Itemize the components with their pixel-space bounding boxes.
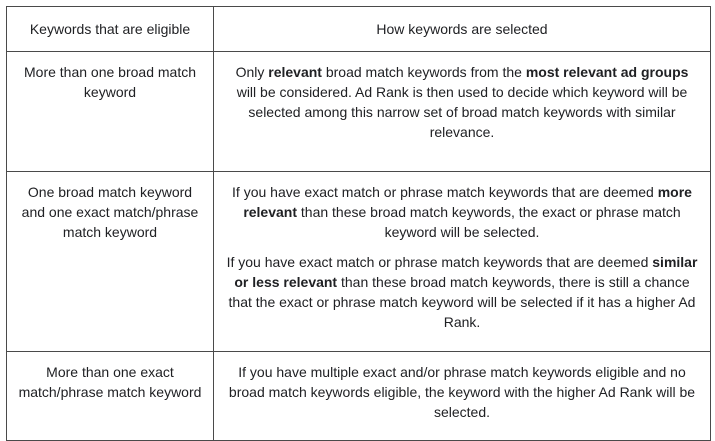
body-text: than these broad match keywords, there is still a chance that the exact or phrase match keyword will be selected if it has a higher Ad Rank. — [228, 274, 696, 330]
selection-paragraph — [224, 62, 700, 142]
table-header-row — [7, 7, 711, 52]
header-keywords-eligible: Keywords that are eligible — [7, 7, 214, 52]
body-text: Only — [235, 64, 269, 80]
selection-paragraph — [224, 362, 700, 422]
header-how-selected: How keywords are selected — [214, 7, 711, 52]
selection-cell — [214, 172, 711, 352]
table-row — [7, 172, 711, 352]
eligible-cell: More than one exact match/phrase match keyword — [7, 352, 214, 441]
eligible-cell: More than one broad match keyword — [7, 52, 214, 172]
body-text: than these broad match keywords, the exact or phrase match keyword will be selected. — [297, 204, 681, 240]
selection-paragraph — [224, 252, 700, 332]
keyword-selection-table-container — [6, 6, 710, 441]
body-text: will be considered. Ad Rank is then used to decide which keyword will be selected among this narrow set of broad match keywords with similar relevance. — [236, 84, 688, 140]
body-text: If you have exact match or phrase match keywords that are deemed — [226, 254, 653, 270]
emphasis-text: more relevant — [243, 184, 692, 220]
emphasis-text: similar or less relevant — [234, 254, 698, 290]
selection-cell — [214, 352, 711, 441]
body-text: broad match keywords from the — [321, 64, 526, 80]
eligible-cell: One broad match keyword and one exact match/phrase match keyword — [7, 172, 214, 352]
body-text: If you have exact match or phrase match keywords that are deemed — [232, 184, 658, 200]
selection-paragraph — [224, 182, 700, 242]
table-row — [7, 352, 711, 441]
emphasis-text: relevant — [268, 64, 322, 80]
keyword-selection-table — [6, 6, 711, 441]
table-row — [7, 52, 711, 172]
selection-cell — [214, 52, 711, 172]
body-text: If you have multiple exact and/or phrase match keywords eligible and no broad match keywords eligible, the keyword with the higher Ad Rank will be selected. — [228, 364, 696, 420]
emphasis-text: most relevant ad groups — [525, 64, 689, 80]
